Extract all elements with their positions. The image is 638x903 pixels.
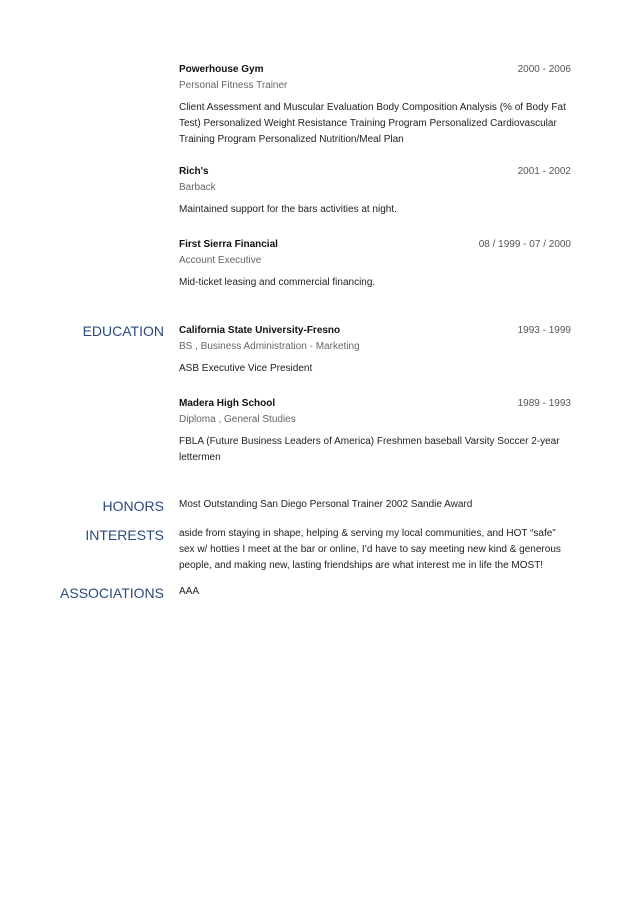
employment-dates: 08 / 1999 - 07 / 2000 xyxy=(478,239,571,250)
education-dates: 1989 - 1993 xyxy=(517,398,571,409)
interests-text: aside from staying in shape, helping & serving my local communities, and HOT “safe” sex w/ hotties I meet at the bar or online, I’d have to say meeting new kind & generous people, and making new, lasting friendships are what interest me in life the MOST! xyxy=(179,528,561,571)
education-entry xyxy=(179,324,571,377)
experience-entry xyxy=(179,238,571,291)
job-title: Account Executive xyxy=(179,255,262,266)
job-description: Maintained support for the bars activities at night. xyxy=(179,204,397,215)
school-name: California State University-Fresno xyxy=(179,325,341,336)
employer-name: Rich's xyxy=(179,166,209,177)
employer-name: Powerhouse Gym xyxy=(179,64,264,75)
honors-text: Most Outstanding San Diego Personal Trainer 2002 Sandie Award xyxy=(179,499,473,510)
experience-entry xyxy=(179,63,571,148)
interests-heading: INTERESTS xyxy=(85,527,164,543)
employment-dates: 2000 - 2006 xyxy=(517,64,571,75)
honors-heading: HONORS xyxy=(102,498,164,514)
experience-entry xyxy=(179,165,571,218)
job-title: Barback xyxy=(179,182,216,193)
education-entry xyxy=(179,397,571,466)
job-description: Client Assessment and Muscular Evaluation Body Composition Analysis (% of Body Fat Test) Personalized Weight Resistance Training Program Personalized Cardiovascular Training Program Personalized Nutrition/Meal Plan xyxy=(179,102,566,145)
degree: Diploma , General Studies xyxy=(179,414,296,425)
associations-text: AAA xyxy=(179,586,200,597)
associations-heading: ASSOCIATIONS xyxy=(60,585,164,601)
job-description: Mid-ticket leasing and commercial financing. xyxy=(179,277,376,288)
employment-dates: 2001 - 2002 xyxy=(517,166,571,177)
employer-name: First Sierra Financial xyxy=(179,239,278,250)
education-description: ASB Executive Vice President xyxy=(179,363,313,374)
education-heading: EDUCATION xyxy=(82,323,164,339)
job-title: Personal Fitness Trainer xyxy=(179,80,288,91)
degree: BS , Business Administration - Marketing xyxy=(179,341,360,352)
education-description: FBLA (Future Business Leaders of America) Freshmen baseball Varsity Soccer 2-year lettermen xyxy=(179,436,560,463)
school-name: Madera High School xyxy=(179,398,276,409)
education-dates: 1993 - 1999 xyxy=(517,325,571,336)
